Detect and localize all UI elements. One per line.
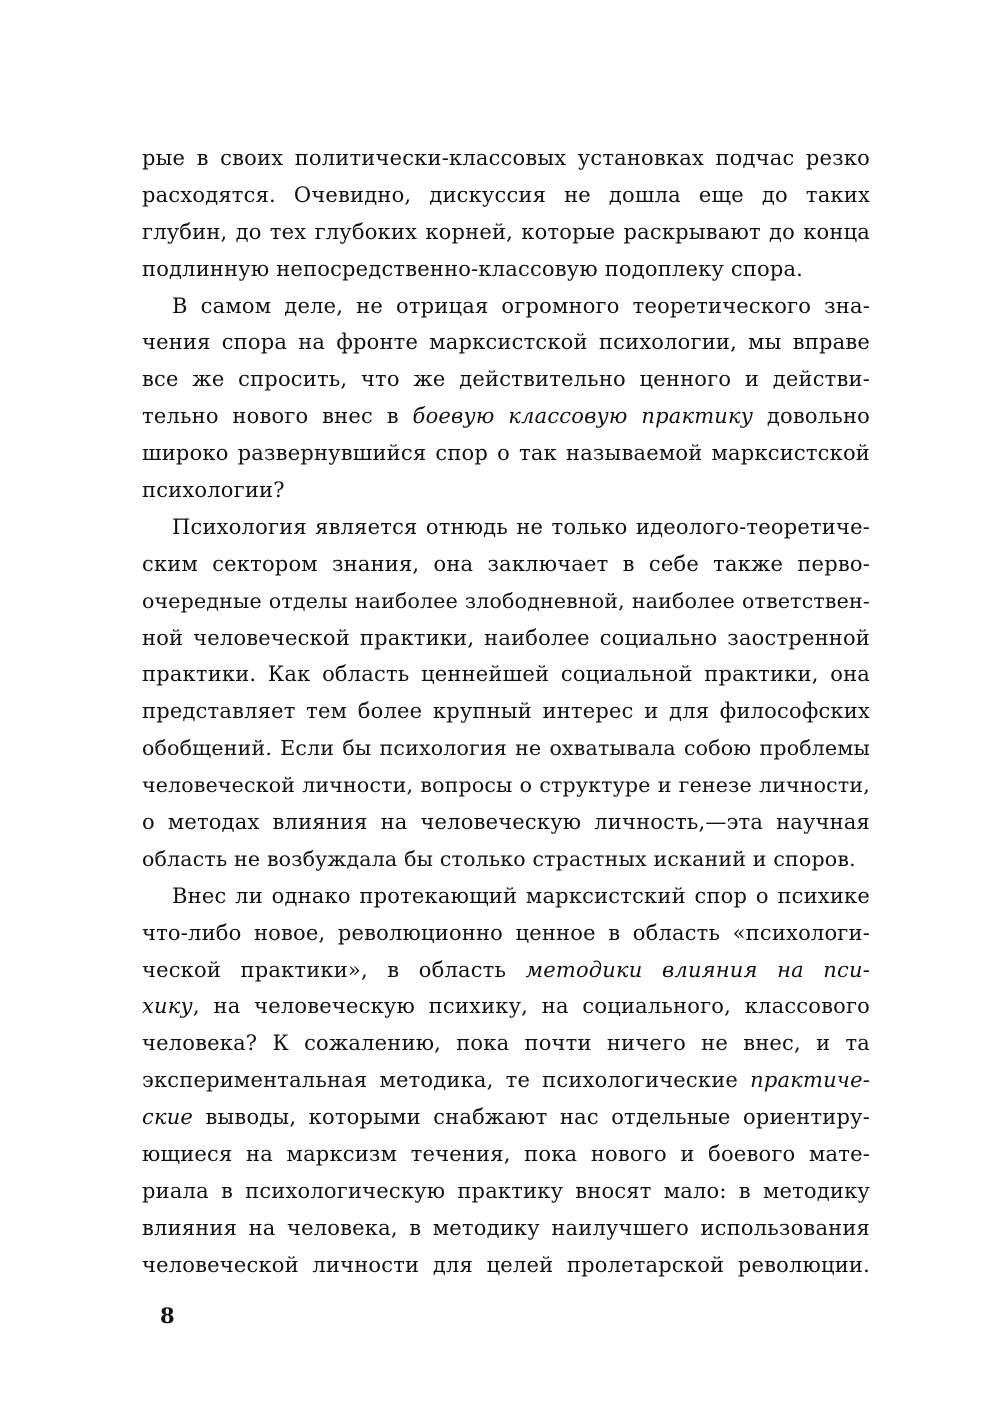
italic-text: хику <box>142 994 193 1019</box>
text-line: ющиеся на марксизм течения, пока нового и боевого мате- <box>142 1142 870 1167</box>
text-line: глубин, до тех глубоких корней, которые раскрывают до конца <box>142 219 870 244</box>
italic-text: методики влияния на пси- <box>525 957 870 982</box>
text-line: ной человеческой практики, наиболее социально заостренной <box>142 625 870 650</box>
text-line: человека? К сожалению, пока почти ничего не внес, и та <box>142 1031 870 1056</box>
text-line: очередные отделы наиболее злободневной, наиболее ответствен- <box>142 588 870 613</box>
text-line: область не возбуждала бы столько страстных исканий и споров. <box>142 846 856 871</box>
text-line <box>142 1099 870 1136</box>
text-line: расходятся. Очевидно, дискуссия не дошла еще до таких <box>142 182 870 207</box>
text-line: о методах влияния на человеческую личность,—эта научная <box>142 810 870 835</box>
text-line: обобщений. Если бы психология не охватывала собою проблемы <box>142 736 870 761</box>
text-run: ческой практики», в область <box>142 957 526 982</box>
text-line: все же спросить, что же действительно ценного и действи- <box>142 367 870 392</box>
italic-text: ские <box>142 1105 194 1130</box>
text-line: широко развернувшийся спор о так называемой марксистской <box>142 441 870 466</box>
text-line: психологии? <box>142 478 285 503</box>
text-line: человеческой личности для целей пролетарской революции. <box>142 1252 870 1277</box>
text-line: риала в психологическую практику вносят мало: в методику <box>142 1178 870 1203</box>
text-line <box>142 398 870 435</box>
text-line: влияния на человека, в методику наилучшего использования <box>142 1215 870 1240</box>
text-line: что-либо новое, революционно ценное в область «психологи- <box>142 920 870 945</box>
italic-text: боевую классовую практику <box>412 404 754 429</box>
text-line: рые в своих политически-классовых установках подчас резко <box>142 146 870 170</box>
text-line <box>142 988 870 1025</box>
book-page <box>142 140 870 1284</box>
page-number: 8 <box>160 1303 175 1328</box>
paragraph-1 <box>142 140 870 288</box>
text-line: практики. Как область ценнейшей социальной практики, она <box>142 662 870 687</box>
italic-text: практиче- <box>750 1068 870 1093</box>
text-line: Внес ли однако протекающий марксистский спор о психике <box>172 883 870 908</box>
text-line: ским сектором знания, она заключает в себе также перво- <box>142 551 870 576</box>
text-line: В самом деле, не отрицая огромного теоретического зна- <box>172 293 870 318</box>
text-run: тельно нового внес в <box>142 404 413 429</box>
text-line: подлинную непосредственно-классовую подоплеку спора. <box>142 256 804 281</box>
text-line <box>142 1062 870 1099</box>
paragraph-4 <box>142 878 870 1284</box>
text-run: довольно <box>753 404 870 429</box>
paragraph-3 <box>142 509 870 878</box>
text-line: человеческой личности, вопросы о структуре и генезе личности, <box>142 773 870 798</box>
text-run: , на человеческую психику, на социального, классового <box>192 994 870 1019</box>
text-line <box>142 952 870 989</box>
paragraph-2 <box>142 288 870 509</box>
text-run: экспериментальная методика, те психологические <box>142 1068 751 1093</box>
text-run: выводы, которыми снабжают нас отдельные ориентиру- <box>193 1105 870 1130</box>
text-line: представляет тем более крупный интерес и для философских <box>142 699 870 724</box>
text-line: Психология является отнюдь не только идеолого-теоретиче- <box>172 514 870 539</box>
text-line: чения спора на фронте марксистской психологии, мы вправе <box>142 330 870 355</box>
